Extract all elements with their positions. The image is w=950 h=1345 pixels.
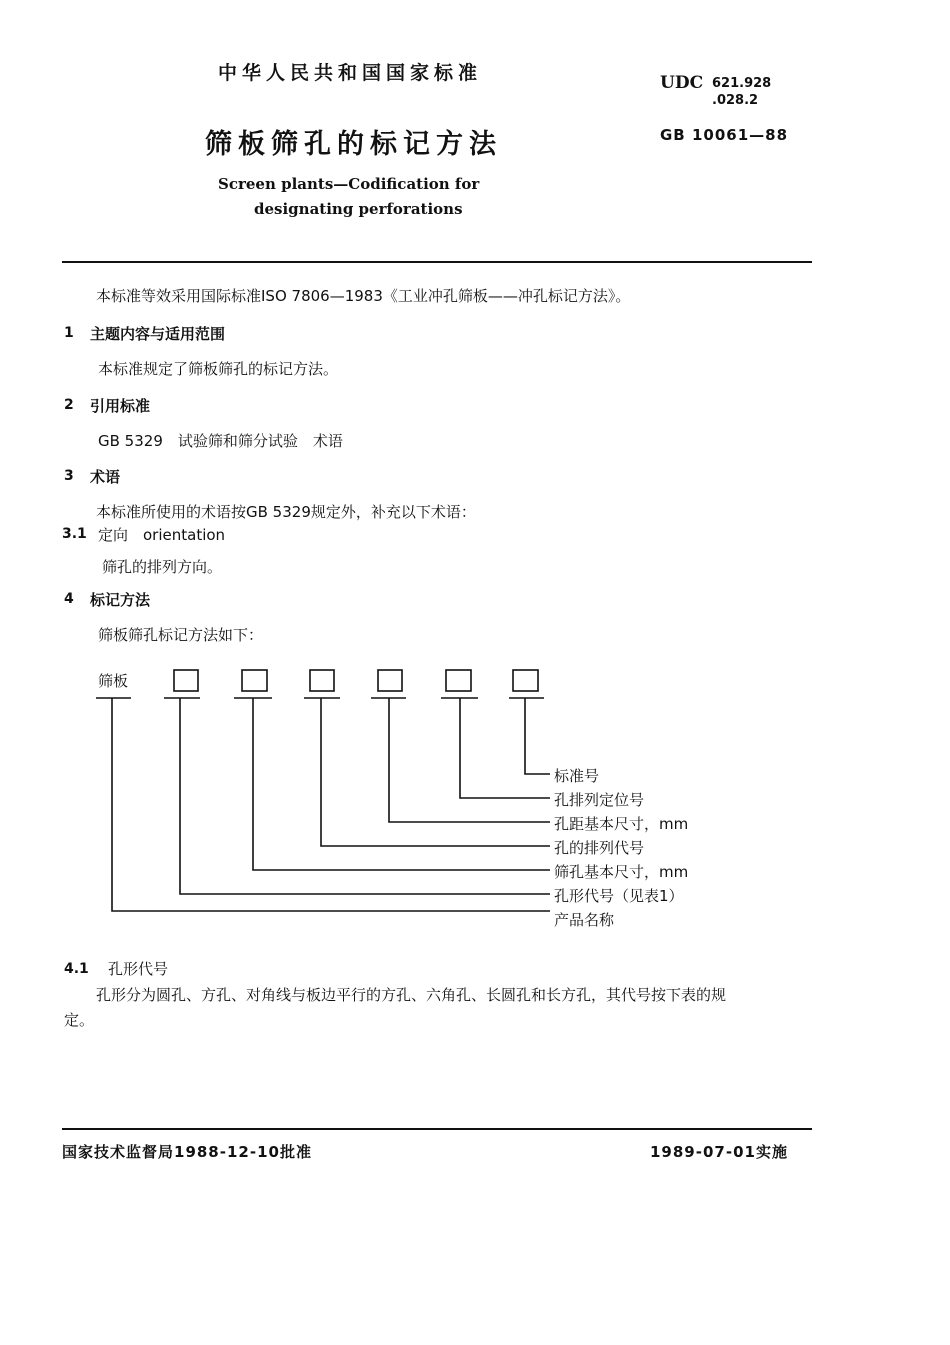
diagram-label-product-name: 产品名称 (554, 911, 615, 929)
section-4-heading: 标记方法 (90, 591, 151, 609)
section-3-1-text: 筛孔的排列方向。 (102, 558, 223, 576)
document-title-en-line1: Screen plants—Codification for (218, 175, 480, 193)
intro-paragraph: 本标准等效采用国际标准ISO 7806—1983《工业冲孔筛板——冲孔标记方法》。 (96, 287, 631, 305)
section-3-text: 本标准所使用的术语按GB 5329规定外，补充以下术语： (96, 503, 476, 521)
section-3-1-heading: 定向 orientation (98, 526, 226, 544)
section-1-heading: 主题内容与适用范围 (90, 325, 226, 343)
approval-date: 国家技术监督局1988-12-10批准 (62, 1143, 312, 1161)
section-4-1-text-line2: 定。 (64, 1011, 95, 1029)
diagram-label-standard-number: 标准号 (554, 767, 600, 785)
diagram-label-arrangement-code: 孔的排列代号 (554, 839, 645, 857)
section-3-1-number: 3.1 (62, 526, 87, 542)
section-2-heading: 引用标准 (90, 397, 151, 415)
effective-date: 1989-07-01实施 (650, 1143, 788, 1161)
standard-title: 中华人民共和国国家标准 (218, 62, 483, 84)
diagram-box (242, 670, 267, 691)
diagram-label-positioning-number: 孔排列定位号 (554, 791, 645, 809)
diagram-label-aperture-size: 筛孔基本尺寸，mm (554, 863, 689, 881)
section-4-text: 筛板筛孔标记方法如下： (98, 626, 264, 644)
section-2-number: 2 (64, 397, 74, 413)
section-1-text: 本标准规定了筛板筛孔的标记方法。 (98, 360, 339, 378)
diagram-label-shape-code: 孔形代号（见表1） (554, 887, 684, 905)
section-4-number: 4 (64, 591, 74, 607)
section-4-1-text-line1: 孔形分为圆孔、方孔、对角线与板边平行的方孔、六角孔、长圆孔和长方孔，其代号按下表的规 (96, 986, 727, 1004)
diagram-box (174, 670, 198, 691)
section-4-1-number: 4.1 (64, 961, 89, 977)
section-3-heading: 术语 (90, 468, 121, 486)
udc-code-line2: .028.2 (712, 93, 759, 108)
section-2-text: GB 5329 试验筛和筛分试验 术语 (98, 432, 343, 450)
udc-code-line1: 621.928 (712, 76, 772, 91)
diagram-prefix: 筛板 (98, 672, 129, 690)
diagram-box (310, 670, 334, 691)
diagram-label-pitch-size: 孔距基本尺寸，mm (554, 815, 689, 833)
section-4-1-heading: 孔形代号 (108, 960, 169, 978)
gb-code: GB 10061—88 (660, 126, 789, 144)
diagram-box (513, 670, 538, 691)
diagram-box (446, 670, 471, 691)
diagram-box (378, 670, 402, 691)
document-title-cn: 筛板筛孔的标记方法 (205, 129, 502, 160)
section-1-number: 1 (64, 325, 74, 341)
udc-label: UDC (660, 73, 704, 93)
bottom-divider (62, 1128, 812, 1130)
section-3-number: 3 (64, 468, 74, 484)
document-title-en-line2: designating perforations (254, 200, 463, 218)
